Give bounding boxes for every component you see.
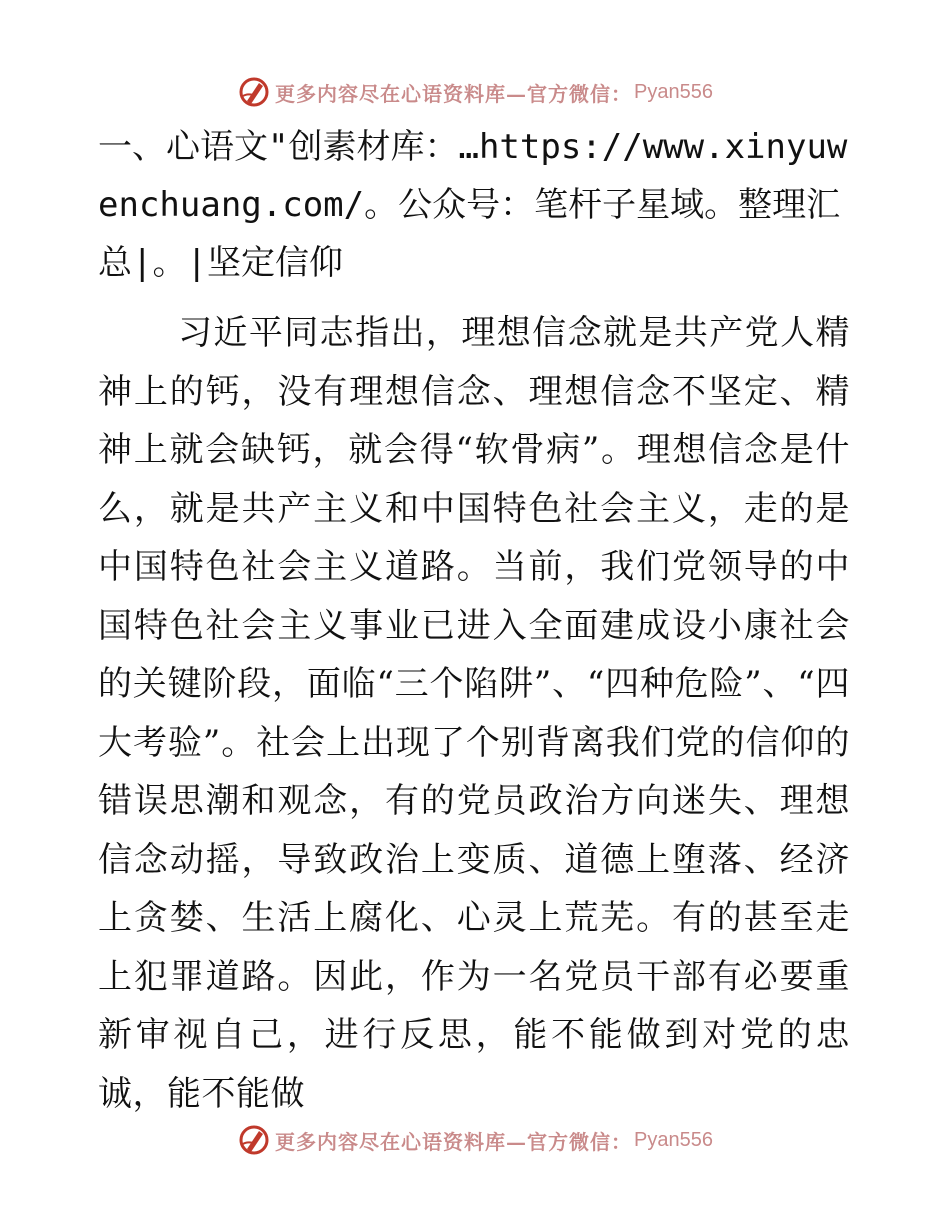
header-wechat-id: Pyan556 [634,80,713,103]
pen-circle-logo-icon [237,75,271,109]
footer-banner-text: 更多内容尽在心语资料库—官方微信： [275,1129,633,1154]
pen-circle-logo-icon [237,1123,271,1157]
body-paragraph: 习近平同志指出，理想信念就是共产党人精神上的钙，没有理想信念、理想信念不坚定、精神上就会缺钙，就会得“软骨病”。理想信念是什么，就是共产主义和中国特色社会主义，走的是中国特色社会主义道路。当前，我们党领导的中国特色社会主义事业已进入全面建成设小康社会的关键阶段，面临“三个陷阱”、“四种危险”、“四大考验”。社会上出现了个别背离我们党的信仰的错误思潮和观念，有的党员政治方向迷失、理想信念动摇，导致政治上变质、道德上堕落、经济上贪婪、生活上腐化、心灵上荒芜。有的甚至走上犯罪道路。因此，作为一名党员干部有必要重新审视自己，进行反思，能不能做到对党的忠诚，能不能做 [98,313,850,1114]
header-banner [0,72,950,112]
footer-wechat-id: Pyan556 [634,1128,713,1151]
footer-banner [0,1120,950,1160]
section-heading: 一、心语文"创素材库：…https://www.xinyuwenchuang.com/。公众号：笔杆子星域。整理汇总|。|坚定信仰 [98,127,848,283]
header-banner-text: 更多内容尽在心语资料库—官方微信： [275,81,633,106]
document-body [98,118,850,1123]
